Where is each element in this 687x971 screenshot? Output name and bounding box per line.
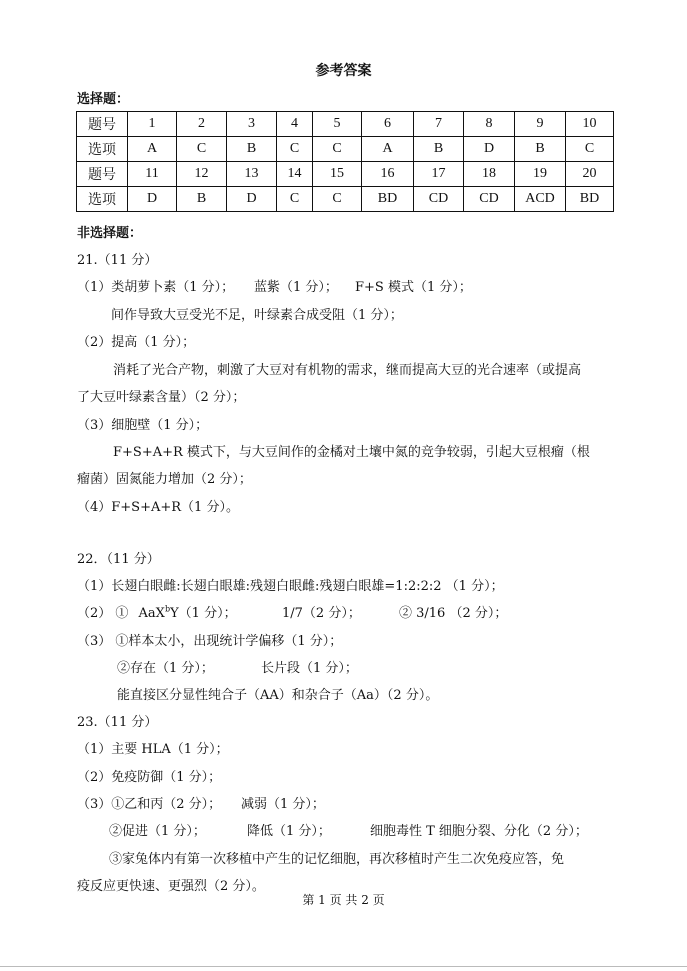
q23-p3a: （3）①乙和丙（2 分）； — [77, 797, 222, 812]
q23-p3c: ②促进（1 分）； — [109, 824, 206, 839]
table-cell: 8 — [464, 112, 515, 137]
q22-p3a: （3） ①样本太小，出现统计学偏移（1 分）； — [77, 634, 343, 649]
table-row — [77, 137, 614, 162]
table-cell: D — [227, 187, 277, 212]
table-cell: 1 — [128, 112, 177, 137]
table-row — [77, 187, 614, 212]
table-cell: 10 — [566, 112, 614, 137]
table-cell: CD — [464, 187, 515, 212]
table-cell: 4 — [277, 112, 313, 137]
q21-p2a: （2）提高（1 分）； — [77, 335, 196, 350]
q21-p3c: 瘤菌）固氮能力增加（2 分）； — [77, 472, 252, 487]
table-cell: 17 — [414, 162, 464, 187]
q21-p3b: F+S+A+R 模式下，与大豆间作的金橘对土壤中氮的竞争较弱，引起大豆根瘤（根 — [113, 445, 590, 460]
q22-p2a: （2） ① — [77, 606, 129, 621]
table-cell: D — [128, 187, 177, 212]
table-cell: 9 — [515, 112, 566, 137]
q21-p3a: （3）细胞壁（1 分）； — [77, 418, 209, 433]
q22-p3c: 长片段（1 分）； — [261, 661, 358, 676]
table-row-header: 题号 — [77, 162, 128, 187]
q23-p3b: 减弱（1 分）； — [241, 797, 325, 812]
page-title: 参考答案 — [315, 63, 372, 79]
table-cell: 2 — [177, 112, 227, 137]
q23-p1: （1）主要 HLA（1 分）； — [77, 742, 229, 757]
table-cell: 12 — [177, 162, 227, 187]
table-cell: 19 — [515, 162, 566, 187]
page-footer: 第 1 页 共 2 页 — [302, 893, 385, 907]
table-cell: 11 — [128, 162, 177, 187]
table-row-header: 选项 — [77, 187, 128, 212]
q23-p3d: 降低（1 分）； — [247, 824, 331, 839]
table-cell: C — [177, 137, 227, 162]
q23-part3-line1 — [77, 793, 325, 812]
q22-part2-line — [77, 602, 508, 621]
q22-p3b: ②存在（1 分）； — [117, 661, 214, 676]
q21-p1c: F+S 模式（1 分）； — [355, 280, 472, 295]
q21-p2b: 消耗了光合产物，刺激了大豆对有机物的需求，继而提高大豆的光合速率（或提高 — [113, 363, 582, 378]
q22-part3-line2 — [117, 657, 358, 676]
table-cell: 14 — [277, 162, 313, 187]
table-cell: 5 — [313, 112, 362, 137]
table-cell: B — [227, 137, 277, 162]
table-cell: C — [277, 187, 313, 212]
q22-p2c: Y（1 分）； — [170, 606, 237, 621]
table-cell: BD — [362, 187, 414, 212]
table-cell: 18 — [464, 162, 515, 187]
answer-table — [76, 111, 614, 212]
q22-p2e: ② 3/16 （2 分）； — [399, 606, 508, 621]
table-cell: B — [177, 187, 227, 212]
q23-p3f: ③家兔体内有第一次移植中产生的记忆细胞，再次移植时产生二次免疫应答，免 — [109, 852, 565, 867]
table-cell: C — [566, 137, 614, 162]
table-row-header: 题号 — [77, 112, 128, 137]
table-cell: CD — [414, 187, 464, 212]
q23-p2: （2）免疫防御（1 分）； — [77, 770, 222, 785]
table-cell: 3 — [227, 112, 277, 137]
page-bottom-divider — [0, 966, 687, 967]
table-cell: 13 — [227, 162, 277, 187]
nonchoice-section-heading: 非选择题： — [77, 226, 143, 241]
table-row — [77, 162, 614, 187]
table-row — [77, 112, 614, 137]
q22-p1: （1）长翅白眼雌:长翅白眼雄:残翅白眼雌:残翅白眼雄=1:2:2:2 （1 分）； — [77, 579, 504, 594]
q21-p1d: 间作导致大豆受光不足，叶绿素合成受阻（1 分）； — [111, 308, 403, 323]
q22-genotype — [139, 602, 237, 621]
table-cell: A — [128, 137, 177, 162]
table-cell: C — [277, 137, 313, 162]
table-cell: ACD — [515, 187, 566, 212]
q21-p1b: 蓝紫（1 分）； — [254, 280, 338, 295]
q22-p2b-sup: b — [164, 604, 171, 614]
table-cell: 20 — [566, 162, 614, 187]
table-row-header: 选项 — [77, 137, 128, 162]
q23-part3-line2 — [109, 820, 588, 839]
q22-p3d: 能直接区分显性纯合子（AA）和杂合子（Aa）（2 分）。 — [117, 688, 439, 703]
q23-header: 23.（11 分） — [77, 715, 158, 730]
q23-p3g: 疫反应更快速、更强烈（2 分）。 — [77, 879, 265, 894]
table-cell: B — [414, 137, 464, 162]
table-cell: 7 — [414, 112, 464, 137]
q22-p2b: AaX — [138, 606, 165, 621]
q21-part1-line — [77, 276, 472, 295]
table-cell: C — [313, 137, 362, 162]
q21-p2c: 了大豆叶绿素含量）（2 分）； — [77, 390, 246, 405]
table-cell: BD — [566, 187, 614, 212]
table-cell: 16 — [362, 162, 414, 187]
table-cell: B — [515, 137, 566, 162]
q22-p2d: 1/7（2 分）； — [282, 606, 361, 621]
table-cell: D — [464, 137, 515, 162]
table-cell: C — [313, 187, 362, 212]
q22-header: 22．（11 分） — [77, 552, 160, 567]
table-cell: A — [362, 137, 414, 162]
table-cell: 6 — [362, 112, 414, 137]
choice-section-heading: 选择题： — [77, 92, 130, 107]
q21-p4: （4）F+S+A+R（1 分）。 — [77, 500, 239, 515]
q21-p1a: （1）类胡萝卜素（1 分）； — [77, 280, 235, 295]
table-cell: 15 — [313, 162, 362, 187]
q23-p3e: 细胞毒性 T 细胞分裂、分化（2 分）； — [370, 824, 588, 839]
q21-header: 21.（11 分） — [77, 253, 158, 268]
